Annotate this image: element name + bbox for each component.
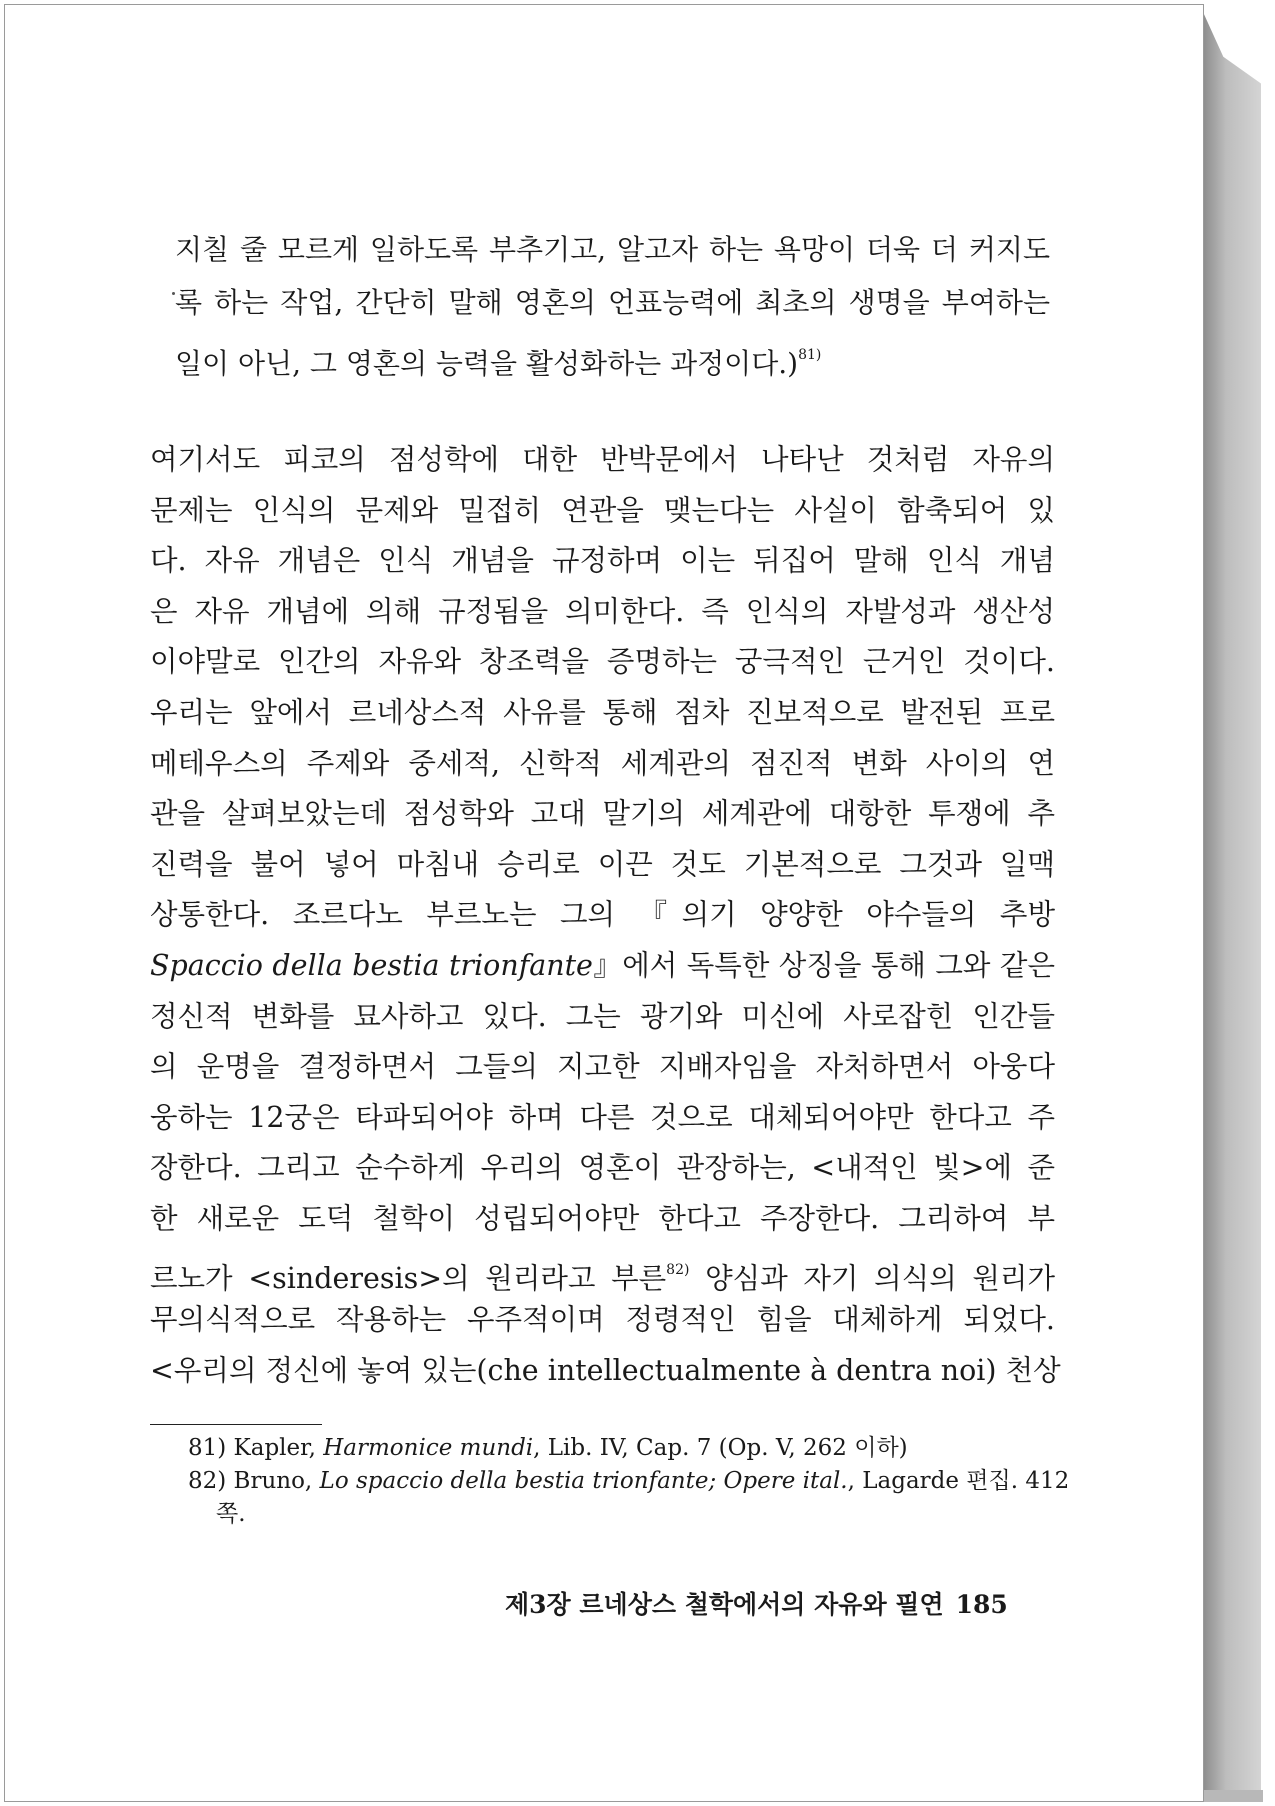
running-footer [505,1585,1008,1621]
body-line: 다. 자유 개념은 인식 개념을 규정하며 이는 뒤집어 말해 인식 개념 [150,544,1055,578]
body-line: 문제는 인식의 문제와 밀접히 연관을 맺는다는 사실이 함축되어 있 [150,493,1055,527]
footnote-text: 81) Kapler, [188,1435,324,1461]
body-line: 여기서도 피코의 점성학에 대한 반박문에서 나타난 것처럼 자유의 [150,443,1055,476]
body-line: 우리는 앞에서 르네상스적 사유를 통해 점차 진보적으로 발전된 프로 [150,695,1055,729]
body-line: 정신적 변화를 묘사하고 있다. 그는 광기와 미신에 사로잡힌 인간들 [150,999,1055,1033]
footnote-text: 82) Bruno, [188,1468,320,1494]
footnote-82 [188,1465,1070,1498]
body-line: 은 자유 개념에 의해 규정됨을 의미한다. 즉 인식의 자발성과 생산성 [150,594,1055,628]
body-line-text: 』에서 독특한 상징을 통해 그와 같은 [592,948,1055,982]
footnote-text: , Lib. IV, Cap. 7 (Op. V, 262 이하) [533,1435,908,1461]
footnotes [188,1432,1070,1531]
quote-line: 록 하는 작업, 간단히 말해 영혼의 언표능력에 최초의 생명을 부여하는 [175,286,1050,319]
body-line: 관을 살펴보았는데 점성학와 고대 말기의 세계관에 대항한 투쟁에 추 [150,797,1055,831]
body-line-text: 양심과 자기 의식의 원리가 [689,1261,1055,1295]
block-quote [175,223,1050,382]
body-line: 한 새로운 도덕 철학이 성립되어야만 한다고 주장한다. 그리하여 부 [150,1201,1055,1235]
footnote-81 [188,1432,1060,1465]
book-title-italic: Spaccio della bestia trionfante [150,948,593,982]
book-page-edge [1203,12,1261,1800]
footnote-italic: Lo spaccio della bestia trionfante; Opere ital. [319,1468,848,1494]
body-line: <우리의 정신에 놓여 있는(che intellectualmente à dentra noi) 천상 [150,1353,1061,1387]
body-line: 진력을 불어 넣어 마침내 승리로 이끈 것도 기본적으로 그것과 일맥 [150,847,1055,881]
quote-line-text: 일이 아닌, 그 영혼의 능력을 활성화하는 과정이다.) [175,347,799,380]
body-line: 이야말로 인간의 자유와 창조력을 증명하는 궁극적인 근거인 것이다. [150,645,1055,679]
body-line [150,1245,1055,1296]
body-line-text: 르노가 <sinderesis>의 원리라고 부른 [150,1261,667,1295]
body-line: 의 운명을 결정하면서 그들의 지고한 지배자임을 자처하면서 아웅다 [150,1050,1055,1084]
chapter-running-head: 제3장 르네상스 철학에서의 자유와 필연 [505,1590,944,1619]
footnote-italic: Harmonice mundi [323,1435,534,1461]
body-line: 웅하는 12궁은 타파되어야 하며 다른 것으로 대체되어야만 한다고 주 [150,1100,1055,1134]
body-line [150,941,1055,992]
footnote-82-continued: 쪽. [216,1501,246,1527]
body-paragraph [150,435,1061,1396]
quote-line: 지칠 줄 모르게 일하도록 부추기고, 알고자 하는 욕망이 더욱 더 커지도 [175,233,1050,266]
page-number: 185 [955,1590,1008,1619]
footnote-separator [150,1424,322,1425]
book-page-edge-shadow [1203,1790,1263,1802]
body-line: 장한다. 그리고 순수하게 우리의 영혼이 관장하는, <내적인 빛>에 준 [150,1151,1055,1185]
footnote-ref-82[interactable]: 82) [666,1261,690,1278]
quote-line [175,329,1050,382]
footnote-text: , Lagarde 편집. 412 [847,1468,1070,1494]
body-line: 무의식적으로 작용하는 우주적이며 정령적인 힘을 대체하게 되었다. [150,1303,1055,1337]
body-line: 상통한다. 조르다노 부르노는 그의 『의기 양양한 야수들의 추방 [150,898,1055,932]
body-line: 메테우스의 주제와 중세적, 신학적 세계관의 점진적 변화 사이의 연 [150,746,1055,780]
footnote-ref-81[interactable]: 81) [798,347,822,363]
